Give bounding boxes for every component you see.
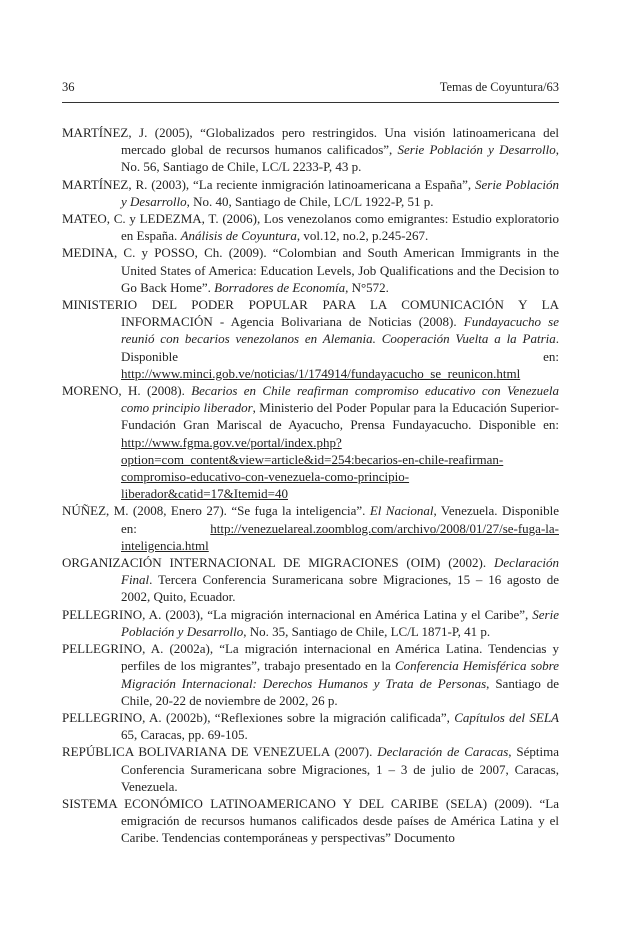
reference-link[interactable]: http://www.fgma.gov.ve/portal/index.php?option=com_content&view=article&id=254:becarios-en-chile-reafirman-compromiso-educativo-con-venezuela-como-principio-liberador&catid=17&Itemid=40	[121, 434, 504, 502]
reference-sela-2009: SISTEMA ECONÓMICO LATINOAMERICANO Y DEL CARIBE (SELA) (2009). “La emigración de recursos humanos calificados desde países de América Latina y el Caribe. Tendencias contemporáneas y perspectivas” Documento	[62, 795, 559, 846]
reference-martinez-j-2005: MARTÍNEZ, J. (2005), “Globalizados pero restringidos. Una visión latinoamericana del mercado global de recursos humanos calificados”, Serie Población y Desarrollo, No. 56, Santiago de Chile, LC/L 2233-P, 43 p.	[62, 125, 559, 175]
reference-link[interactable]: http://venezuelareal.zoomblog.com/archivo/2008/01/27/se-fuga-la-inteligencia.html	[121, 520, 559, 553]
reference-pellegrino-2002b: PELLEGRINO, A. (2002b), “Reflexiones sobre la migración calificada”, Capítulos del SELA 65, Caracas, pp. 69-105.	[62, 709, 559, 743]
page-number: 36	[62, 80, 75, 94]
reference-moreno-2008: MORENO, H. (2008). Becarios en Chile reafirman compromiso educativo con Venezuela como principio liberador, Ministerio del Poder Popular para la Educación Superior-Fundación Gran Mariscal de Ayacucho, Prensa Fundayacucho. Disponible en: http://www.fgma.gov.ve/portal/index.php?option=com_content&view=article&id=254:becarios-en-chile-reafirman-compromiso-educativo-con-venezuela-como-principio-liberador&catid=17&Itemid=40	[62, 383, 560, 502]
page-header	[62, 80, 559, 98]
reference-link[interactable]: http://www.minci.gob.ve/noticias/1/174914/fundayacucho_se_reunicon.html	[121, 365, 521, 381]
reference-medina-2009: MEDINA, C. y POSSO, Ch. (2009). “Colombian and South American Immigrants in the United States of America: Education Levels, Job Qualifications and the Decision to Go Back Home”. Borradores de Economía, N°572.	[62, 245, 559, 295]
reference-venezuela-2007: REPÚBLICA BOLIVARIANA DE VENEZUELA (2007). Declaración de Caracas, Séptima Conferencia Suramericana sobre Migraciones, 1 – 3 de julio de 2007, Caracas, Venezuela.	[62, 744, 560, 794]
header-divider	[62, 102, 559, 103]
reference-pellegrino-2003: PELLEGRINO, A. (2003), “La migración internacional en América Latina y el Caribe”, Serie Población y Desarrollo, No. 35, Santiago de Chile, LC/L 1871-P, 41 p.	[62, 606, 559, 639]
reference-nunez-2008: NÚÑEZ, M. (2008, Enero 27). “Se fuga la inteligencia”. El Nacional, Venezuela. Disponible en: http://venezuelareal.zoomblog.com/archivo/2008/01/27/se-fuga-la-inteligencia.html	[62, 503, 560, 553]
reference-ministerio-2008: MINISTERIO DEL PODER POPULAR PARA LA COMUNICACIÓN Y LA INFORMACIÓN - Agencia Bolivariana de Noticias (2008). Fundayacucho se reunió con becarios venezolanos en Alemania. Cooperación Vuelta a la Patria. Disponible en: http://www.minci.gob.ve/noticias/1/174914/fundayacucho_se_reunicon.html	[62, 297, 559, 381]
reference-pellegrino-2002a: PELLEGRINO, A. (2002a), “La migración internacional en América Latina. Tendencias y perfiles de los migrantes”, trabajo presentado en la Conferencia Hemisférica sobre Migración Internacional: Derechos Humanos y Trata de Personas, Santiago de Chile, 20-22 de noviembre de 2002, 26 p.	[62, 641, 559, 708]
reference-oim-2002: ORGANIZACIÓN INTERNACIONAL DE MIGRACIONES (OIM) (2002). Declaración Final. Tercera Conferencia Suramericana sobre Migraciones, 15 – 16 agosto de 2002, Quito, Ecuador.	[62, 555, 559, 605]
reference-mateo-2006: MATEO, C. y LEDEZMA, T. (2006), Los venezolanos como emigrantes: Estudio exploratorio en España. Análisis de Coyuntura, vol.12, no.2, p.245-267.	[62, 211, 559, 244]
running-title: Temas de Coyuntura/63	[439, 80, 559, 94]
reference-list	[62, 124, 559, 847]
reference-martinez-r-2003: MARTÍNEZ, R. (2003), “La reciente inmigración latinoamericana a España”, Serie Población y Desarrollo, No. 40, Santiago de Chile, LC/L 1922-P, 51 p.	[62, 176, 559, 209]
